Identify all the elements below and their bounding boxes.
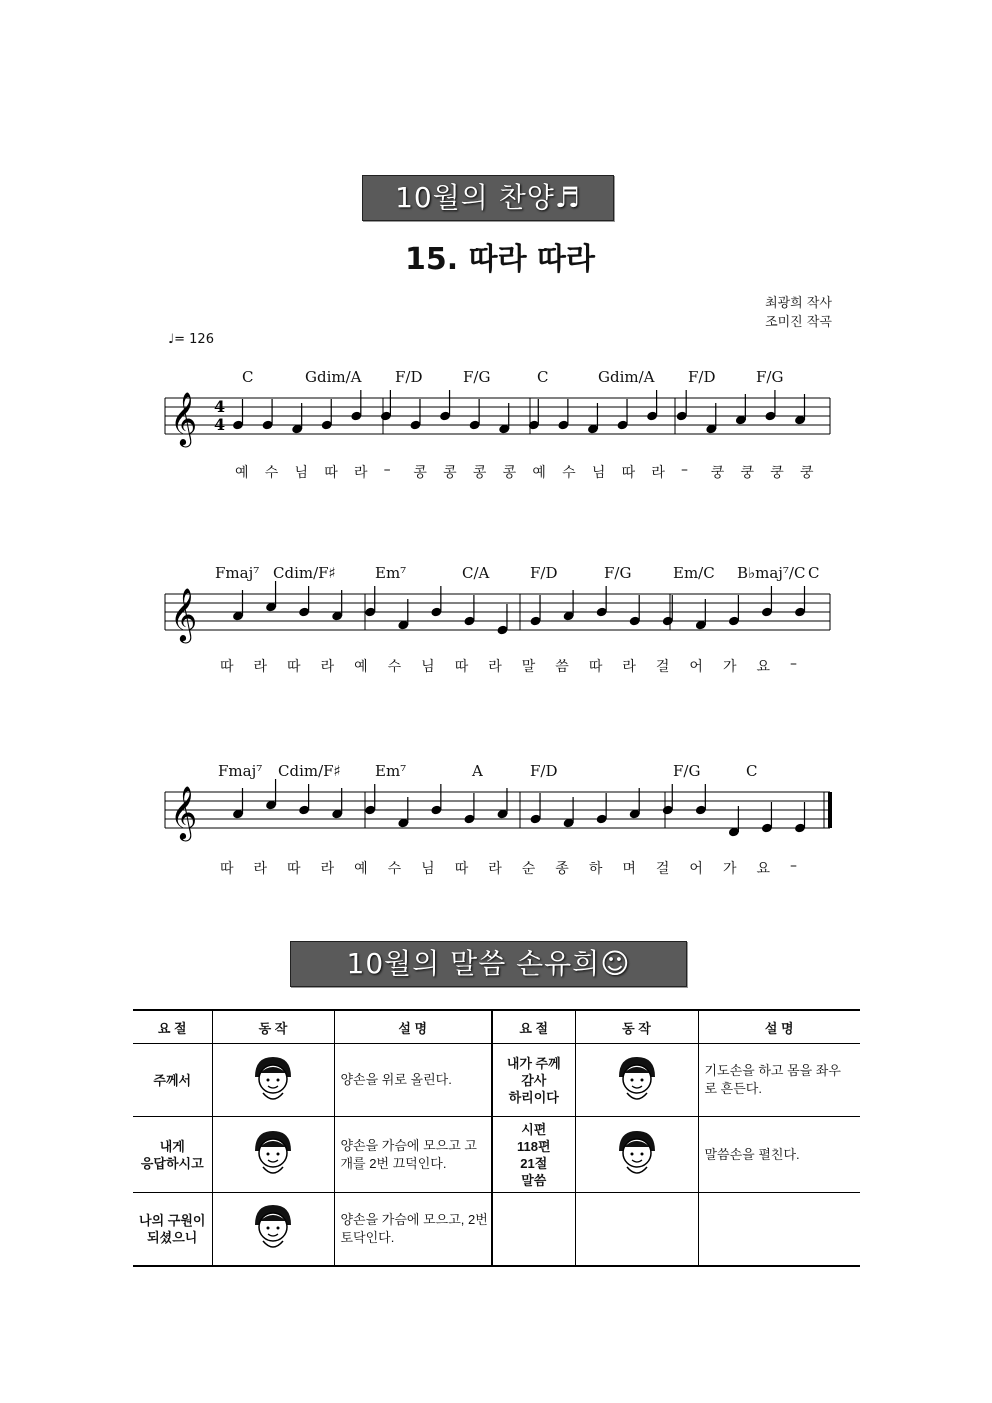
chord-symbol: Em/C [673,564,715,582]
motion-cell [575,1044,698,1117]
chord-symbol: F/G [463,368,491,386]
cell-text-line: 말씀손을 펼친다. [704,1146,800,1162]
table-row [133,1044,860,1117]
lyric-syllable: 어 [689,861,703,877]
cell-text-line: 양손을 가슴에 모으고 고 [340,1137,477,1153]
lyric-syllable: 요 [756,861,770,877]
cell-text-line: 양손을 가슴에 모으고, 2번 [340,1211,488,1227]
lyric-syllable: 따 [287,659,301,675]
lyric-syllable: 수 [264,465,279,481]
lyric-syllable: 말 [521,659,536,675]
chord-symbol: Gdim/A [305,368,362,386]
svg-text:𝄞: 𝄞 [170,391,198,445]
cell-text-line: 하리이다 [508,1089,559,1105]
lyric-syllable: 라 [353,465,368,481]
lyric-syllable: 순 [521,861,536,877]
cell-text-line: 시편 [521,1121,547,1137]
chord-symbol: Fmaj⁷ [215,564,260,582]
lyric-syllable: 예 [532,465,546,481]
lyric-syllable: 콩 [502,465,517,481]
table-row [133,1193,860,1266]
lyric-syllable: 쿵 [740,465,755,481]
motion-cell [212,1044,334,1117]
lyricist: 최광희 작사 [765,296,832,311]
cell-text-line: 로 흔든다. [704,1081,762,1096]
lyric-syllable: 따 [588,659,603,675]
lyric-syllable: – [681,462,689,478]
lyric-syllable: 님 [421,861,435,877]
verse-cell [133,1193,212,1266]
lyric-syllable: 따 [621,465,636,481]
lyric-syllable: 라 [488,861,502,877]
header-verse: 요 절 [133,1010,212,1044]
chord-symbol: F/D [395,368,423,386]
svg-text:𝄞: 𝄞 [170,587,198,641]
verse-cell [133,1117,212,1193]
chord-symbol: F/D [688,368,716,386]
lyric-syllable: 며 [622,861,636,877]
cell-text-line: 기도손을 하고 몸을 좌우 [704,1063,841,1078]
header-verse: 요 절 [492,1010,575,1044]
cell-text-line: 내가 주께 [506,1055,561,1071]
motion-cell [575,1193,698,1266]
verse-cell [133,1044,212,1117]
lyric-syllable: 콩 [472,465,487,481]
lyric-syllable: 예 [354,861,368,877]
lyric-syllable: 따 [324,465,338,481]
motion-cell [575,1117,698,1193]
composer: 조미진 작곡 [765,315,832,330]
song-title: 15. 따라 따라 [405,242,595,277]
description-cell [698,1044,860,1117]
lyric-syllable: 라 [488,659,502,675]
words-banner-text: 10월의 말씀 손유희☺ [346,947,631,980]
hands-on-chest-tap-girl-icon [243,1197,303,1257]
lyric-syllable: 쿵 [770,465,784,481]
chord-symbol: C [242,368,254,386]
chord-symbol: C/A [462,564,490,582]
lyric-syllable: 가 [722,659,737,675]
chord-symbol: C [537,368,549,386]
lyric-syllable: 쿵 [800,465,814,481]
cell-text-line: 양손을 위로 올린다. [340,1072,452,1087]
lyric-syllable: 수 [387,861,402,877]
lyric-syllable: 콩 [443,465,457,481]
song-banner-text: 10월의 찬양♬ [395,181,581,214]
lyric-syllable: 따 [220,659,234,675]
lyric-syllable: 걸 [655,861,670,877]
chord-symbol: C [808,564,820,582]
chord-symbol: Fmaj⁷ [218,762,263,780]
lyric-syllable: 종 [555,861,569,877]
cell-text-line: 나의 구원이 [139,1212,206,1228]
open-book-hands-girl-icon [607,1123,667,1183]
chord-symbol: Cdim/F♯ [273,564,336,582]
cell-text-line: 118편 [516,1138,551,1154]
hands-on-chest-nod-girl-icon [243,1123,303,1183]
lyric-syllable: 예 [235,465,249,481]
svg-text:4: 4 [214,415,226,434]
lyric-syllable: 라 [253,861,268,877]
cell-text-line: 주께서 [153,1072,192,1088]
cell-text-line: 내게 [159,1138,185,1154]
lyric-syllable: 님 [421,659,435,675]
lyric-syllable: 따 [287,861,301,877]
verse-cell [492,1117,575,1193]
chord-symbol: B♭maj⁷/C [737,564,806,582]
lyric-syllable: – [790,858,797,874]
header-motion: 동 작 [212,1010,334,1044]
chord-symbol: A [472,762,483,780]
chord-symbol: F/G [756,368,784,386]
cell-text-line: 감사 [521,1072,547,1088]
lyric-syllable: 예 [354,659,368,675]
lyric-syllable: 씀 [555,659,569,675]
verse-cell [492,1044,575,1117]
chord-symbol: F/D [530,762,558,780]
header-description: 설 명 [334,1010,492,1044]
chord-symbol: Em⁷ [375,762,407,780]
verse-cell [492,1193,575,1266]
lyric-syllable: 라 [651,465,665,481]
svg-text:4: 4 [214,397,226,416]
lyric-syllable: 하 [588,861,603,877]
lyric-syllable: 따 [454,861,469,877]
description-cell [334,1117,492,1193]
lyric-syllable: 요 [756,659,770,675]
chord-symbol: F/G [604,564,632,582]
praying-hands-girl-icon [607,1049,667,1109]
cell-text-line: 되셨으니 [147,1229,198,1245]
lyric-syllable: – [383,462,391,478]
description-cell [334,1044,492,1117]
lyric-syllable: 수 [562,465,576,481]
chord-symbol: F/D [530,564,558,582]
hand-motion-table [133,1009,860,1267]
chord-symbol: Gdim/A [598,368,655,386]
cell-text-line: 응답하시고 [140,1155,204,1171]
motion-cell [212,1117,334,1193]
cell-text-line: 말씀 [521,1172,547,1188]
lyric-syllable: 님 [591,465,606,481]
motion-cell [212,1193,334,1266]
lyric-syllable: 따 [220,861,234,877]
lyric-syllable: 가 [722,861,737,877]
chord-symbol: Cdim/F♯ [278,762,341,780]
lyric-syllable: 콩 [413,465,427,481]
table-header-row [133,1010,860,1044]
lyric-syllable: 따 [454,659,469,675]
lyric-syllable: 라 [622,659,636,675]
lyric-syllable: 라 [320,861,335,877]
chord-symbol: C [746,762,758,780]
description-cell [698,1193,860,1266]
lyric-syllable: 라 [320,659,335,675]
lyric-syllable: 걸 [655,659,670,675]
lyric-syllable: – [790,656,797,672]
cell-text-line: 개를 2번 끄덕인다. [340,1155,447,1171]
chord-symbol: F/G [673,762,701,780]
tempo-marking: ♩= 126 [168,332,214,347]
header-motion: 동 작 [575,1010,698,1044]
cell-text-line: 21절 [520,1155,548,1171]
lyric-syllable: 수 [387,659,402,675]
lyric-syllable: 라 [253,659,268,675]
words-banner [290,941,687,987]
chord-symbol: Em⁷ [375,564,407,582]
table-row [133,1117,860,1193]
svg-text:𝄞: 𝄞 [170,785,198,839]
description-cell [334,1193,492,1266]
lyric-syllable: 님 [294,465,308,481]
arms-up-girl-icon [243,1049,303,1109]
lyric-syllable: 어 [689,659,703,675]
cell-text-line: 토닥인다. [340,1229,395,1245]
description-cell [698,1117,860,1193]
lyric-syllable: 쿵 [710,465,725,481]
header-description: 설 명 [698,1010,860,1044]
